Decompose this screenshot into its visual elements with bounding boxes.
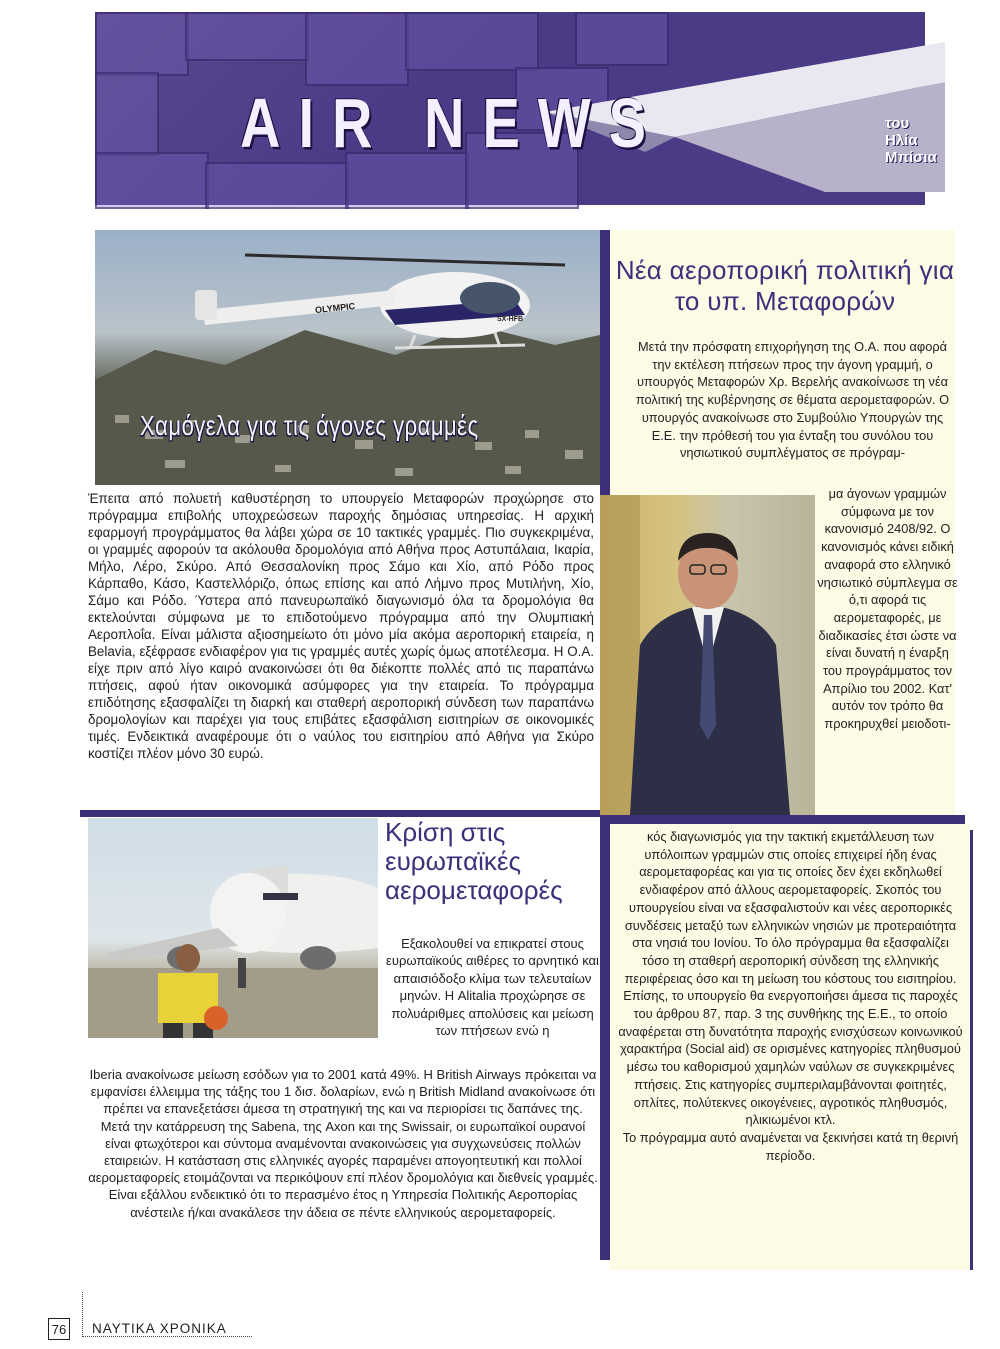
minister-portrait <box>600 495 815 815</box>
right-panel-border <box>970 830 973 1270</box>
section-title: AIR NEWS <box>240 83 664 162</box>
policy-body-lower <box>618 828 963 1164</box>
airliner-scene <box>88 818 378 1038</box>
header-banner <box>95 12 937 205</box>
section-divider <box>80 810 605 817</box>
airliner-photo <box>88 818 378 1038</box>
crisis-headline: Κρίση στις ευρωπαϊκές αερομεταφορές <box>385 817 563 905</box>
byline: του Ηλία Μπίσια <box>885 115 937 166</box>
photo-caption: Χαμόγελα για τις άγονες γραμμές <box>140 410 479 442</box>
policy-body-last: Το πρόγραμμα αυτό αναμένεται να ξεκινήσει κατά τη θερινή περίοδο. <box>622 1129 959 1163</box>
helicopter-photo <box>95 230 600 485</box>
article-body: Έπειτα από πολυετή καθυστέρηση το υπουργείο Μεταφορών προχώρησε στο πρόγραμμα επιβολής υποχρεώσεων παροχής δημόσιας υπηρεσίας. Η αρχική εφαρμογή προγράμματος θα λάβει χώρα σε 10 τακτικές γραμμές. Πιο συγκεκριμένα, οι γραμμές αφορούν τα ακόλουθα δρομολόγια από Αθήνα προς Αστυπάλαια, Ικαρία, Μήλο, Λέρο, Σκύρο. Από Θεσσαλονίκη προς Σάμο και Χίο, από Ρόδο προς Κάρπαθο, Κάσο, Καστελλόριζο, όπως επίσης και από Λήμνο προς Μυτιλήνη, Χίο, Σάμο και Ρόδο. Ύστερα από πανευρωπαϊκό διαγωνισμό όλα τα δρομολόγια θα εκτελούνται σύμφωνα με το επιδοτούμενο πρόγραμμα από την Ολυμπιακή Αεροπλοΐα. Είναι μάλιστα αξιοσημείωτο ότι μόνο μία ακόμα αεροπορική εταιρεία, η Belavia, εξέφρασε ενδιαφέρον για τις γραμμές αυτές χωρίς όμως αποτέλεσμα. Η Ο.Α. είχε πριν από λίγο καιρό ανακοινώσει ότι θα διέκοπτε πολλές από τις παραπάνω πτήσεις, αφού ήταν οικονομικά ασύμφορες για την εταιρεία. Το πρόγραμμα επιδότησης εξασφαλίζει τη διαρκή και σταθερή αεροπορική σύνδεση των παραπάνω δρομολογίων και παρέχει για τους επιβάτες εξασφάλιση εισιτηρίων σε οικονομικές τιμές. Ενδεικτικά αναφέρουμε ότι ο ναύλος του εισιτηρίου από Αθήνα για Σκύρο κοστίζει πλέον μόνο 30 ευρώ. <box>88 491 594 761</box>
footer-rule-horizontal <box>82 1336 252 1337</box>
right-section-divider <box>605 815 965 824</box>
crisis-body-wide: Iberia ανακοίνωσε μείωση εσόδων για το 2001 κατά 49%. Η British Airways πρόκειται να εμφανίσει έλλειμμα της τάξης του 1 δισ. δολαρίων, ενώ η British Midland ανακοίνωσε ότι πρέπει να επανεξετάσει άμεσα τη στρατηγική της και να περιορίσει τις δαπάνες της. Μετά την κατάρρευση της Sabena, της Axon και της Swissair, οι ευρωπαϊκοί ουρανοί είναι φτωχότεροι και σύντομα αναμένονται ανακοινώσεις για συγχωνεύσεις πολλών εταιρειών. Η κατάσταση στις ελληνικές αγορές παραμένει απογοητευτική και πολλοί αερομεταφορείς ετοιμάζονται να περικόψουν επί πλέον δρομολόγια και διεθνείς γραμμές. Είναι εξάλλου ενδεικτικό ότι το περασμένο έτος η Υπηρεσία Πολιτικής Αεροπορίας ανέστειλε ή/και ανακάλεσε την άδεια σε πέντε ελληνικούς αερομεταφορείς. <box>88 1067 598 1220</box>
policy-headline: Νέα αεροπορική πολιτική για το υπ. Μεταφορών <box>615 255 955 316</box>
crisis-body-narrow: Εξακολουθεί να επικρατεί στους ευρωπαϊκούς αιθέρες το αρνητικό και απαισιόδοξο κλίμα των τελευταίων μηνών. Η Alitalia προχώρησε σε πολυάριθμες απολύσεις και μείωση των πτήσεων ενώ η <box>386 936 599 1039</box>
policy-body-narrow: μα άγονων γραμμών σύμφωνα με τον κανονισμό 2408/92. Ο κανονισμός κάνει ειδική αναφορά στο ελληνικό νησιωτικό σύμπλεγμα σε ό,τι αφορά τις αερομεταφορές, με διαδικασίες έτσι ώστε να είναι δυνατή η έναρξη του προγράμματος τον Απρίλιο του 2002. Κατ' αυτόν τον τρόπο θα προκηρυχθεί μειοδοτι- <box>817 486 958 732</box>
journal-name: ΝΑΥΤΙΚΑ ΧΡΟΝΙΚΑ <box>92 1321 227 1336</box>
page-number: 76 <box>48 1318 70 1340</box>
helicopter-scene <box>95 230 600 485</box>
minister-photo <box>600 495 815 815</box>
policy-body-top: Μετά την πρόσφατη επιχορήγηση της Ο.Α. που αφορά την εκτέλεση πτήσεων προς την άγονη γραμμή, ο υπουργός Μεταφορών Χρ. Βερελής ανακοίνωσε τη νέα πολιτική της κυβέρνησης σε θέματα αερομεταφορών. Ο υπουργός ανακοίνωσε στο Συμβούλιο Υπουργών της Ε.Ε. την πρόθεσή του για ένταξη του συνόλου του νησιωτικού συμπλέγματος σε πρόγραμ- <box>635 339 950 461</box>
helicopter-livery: OLYMPIC <box>314 300 356 316</box>
policy-body-bottom: κός διαγωνισμός για την τακτική εκμετάλλευση των υπόλοιπων γραμμών στις οποίες επιχειρεί ήδη ένας αερομεταφορέας και για τις οποίες δεν έχει εκδηλωθεί ενδιαφέρον από άλλους αερομεταφορείς. Σκοπός του υπουργείου είναι να εξασφαλιστούν και νέες αεροπορικές συνδέσεις μεταξύ των ελληνικών νησιών με προτεραιότητα στα νησιά του Ιονίου. Το όλο πρόγραμμα θα εξασφαλίζει τόσο τη σταθερή αεροπορική σύνδεση της ελληνικής περιφέρειας όσο και τη μείωση του κόστους του εισιτηρίου. Επίσης, το υπουργείο θα ενεργοποιήσει άμεσα τις παροχές του άρθρου 87, παρ. 3 της συνθήκης της Ε.Ε., το οποίο αναφέρεται στη δυνατότητα παροχής ενισχύσεων κοινωνικού χαρακτήρα (Social aid) σε ορισμένες κατηγορίες πληθυσμού μέσω του καθορισμού χαμηλών ναύλων σε συγκεκριμένες πτήσεις. Στις κατηγορίες συμπεριλαμβάνονται φοιτητές, οπλίτες, πολύτεκνες οικογένειες, αγροτικός πληθυσμός, ηλικιωμένοι κτλ. <box>618 829 963 1128</box>
helicopter-registration: SX-HFB <box>497 316 524 323</box>
footer-rule-vertical <box>82 1292 84 1337</box>
